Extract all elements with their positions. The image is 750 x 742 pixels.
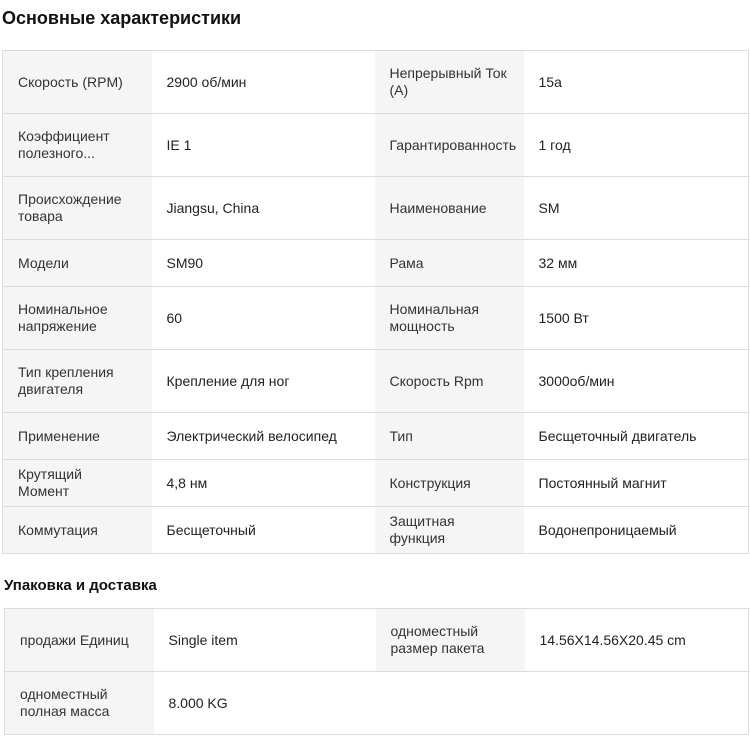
spec-label: Тип — [375, 413, 524, 460]
spec-value: Бесщеточный — [152, 507, 375, 554]
spec-row — [3, 114, 749, 177]
spec-row — [3, 507, 749, 554]
spec-label: Номинальная мощность — [375, 287, 524, 350]
spec-label: Коммутация — [3, 507, 152, 554]
empty-cell — [525, 672, 749, 735]
spec-value: 1500 Вт — [524, 287, 749, 350]
spec-label: Рама — [375, 240, 524, 287]
spec-value: 1 год — [524, 114, 749, 177]
spec-label: Конструкция — [375, 460, 524, 507]
spec-value: 60 — [152, 287, 375, 350]
spec-row — [3, 413, 749, 460]
spec-label: Наименование — [375, 177, 524, 240]
spec-label: Тип крепления двигателя — [3, 350, 152, 413]
spec-value: IE 1 — [152, 114, 375, 177]
spec-value: 2900 об/мин — [152, 51, 375, 114]
spec-label: продажи Единиц — [5, 609, 154, 672]
spec-label: Скорость (RPM) — [3, 51, 152, 114]
spec-label: Крутящий Момент — [3, 460, 152, 507]
spec-row — [3, 287, 749, 350]
spec-value: SM — [524, 177, 749, 240]
spec-value: Single item — [154, 609, 376, 672]
specs-section-title: Основные характеристики — [2, 8, 242, 28]
spec-value: 15a — [524, 51, 749, 114]
spec-value: 14.56X14.56X20.45 cm — [525, 609, 749, 672]
spec-label: Защитная функция — [375, 507, 524, 554]
spec-value: 4,8 нм — [152, 460, 375, 507]
spec-label: Происхождение товара — [3, 177, 152, 240]
packaging-section-title: Упаковка и доставка — [4, 577, 157, 594]
spec-row — [3, 51, 749, 114]
spec-label: Непрерывный Ток (A) — [375, 51, 524, 114]
spec-value: Бесщеточный двигатель — [524, 413, 749, 460]
spec-row — [3, 350, 749, 413]
spec-row — [3, 177, 749, 240]
specs-table — [2, 50, 749, 554]
spec-label: одноместный полная масса — [5, 672, 154, 735]
spec-value: 32 мм — [524, 240, 749, 287]
spec-label: Применение — [3, 413, 152, 460]
spec-value: 3000об/мин — [524, 350, 749, 413]
spec-value: 8.000 KG — [154, 672, 376, 735]
spec-value: SM90 — [152, 240, 375, 287]
spec-label: Коэффициент полезного... — [3, 114, 152, 177]
spec-label: Модели — [3, 240, 152, 287]
spec-value: Крепление для ног — [152, 350, 375, 413]
spec-label: Гарантированность — [375, 114, 524, 177]
empty-cell — [376, 672, 525, 735]
packaging-row — [5, 609, 749, 672]
spec-label: Скорость Rpm — [375, 350, 524, 413]
packaging-table — [4, 608, 749, 735]
spec-value: Водонепроницаемый — [524, 507, 749, 554]
spec-value: Электрический велосипед — [152, 413, 375, 460]
spec-row — [3, 240, 749, 287]
spec-row — [3, 460, 749, 507]
packaging-row — [5, 672, 749, 735]
spec-label: Номинальное напряжение — [3, 287, 152, 350]
spec-value: Jiangsu, China — [152, 177, 375, 240]
spec-label: одноместный размер пакета — [376, 609, 525, 672]
spec-value: Постоянный магнит — [524, 460, 749, 507]
